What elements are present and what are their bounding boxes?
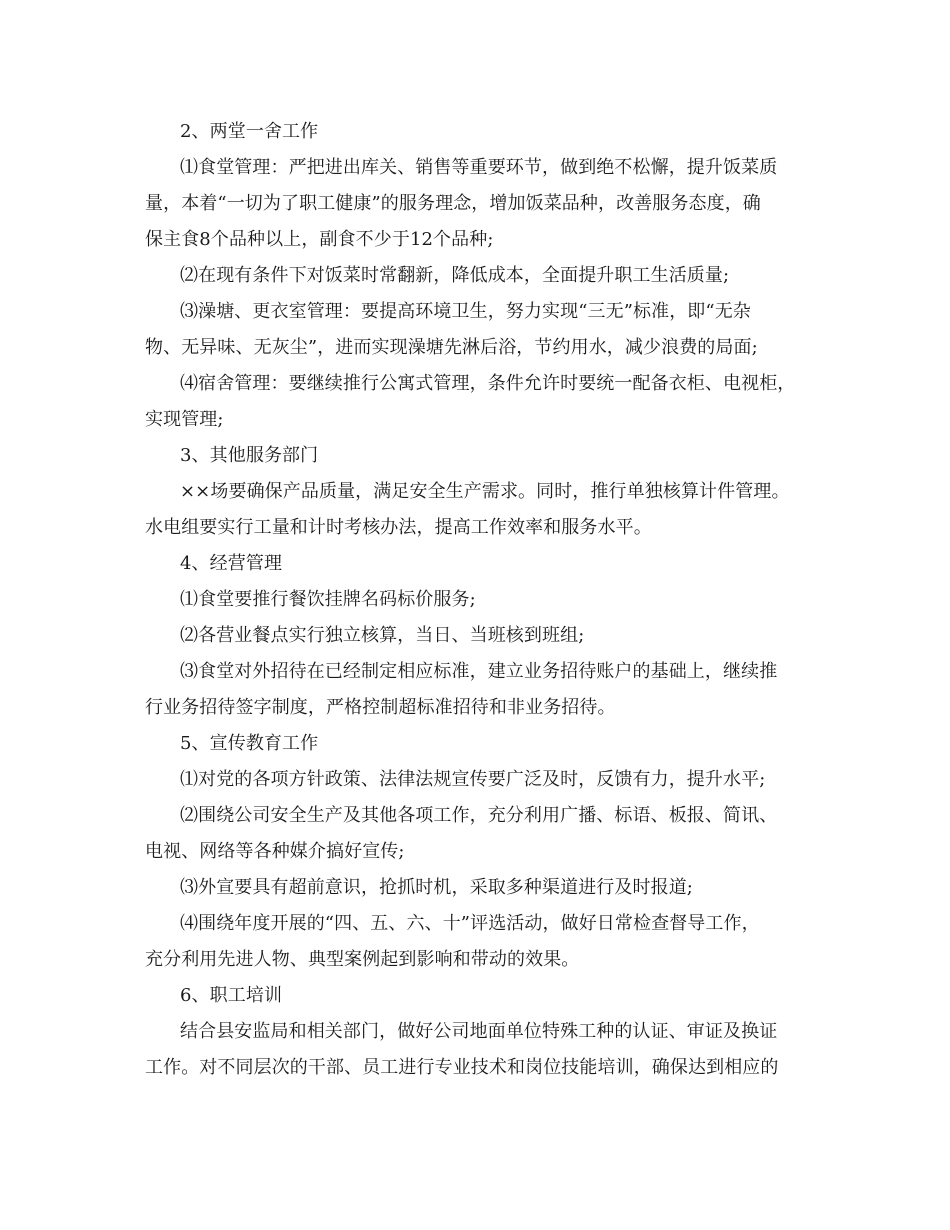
heading-section-5: 5、宣传教育工作 [180,733,319,754]
paragraph-line: ⑷宿舍管理：要继续推行公寓式管理，条件允许时要统一配备衣柜、电视柜， [180,373,796,394]
paragraph-line: ⑴食堂管理：严把进出库关、销售等重要环节，做到绝不松懈，提升饭菜质 [180,157,778,178]
heading-section-2: 2、两堂一舍工作 [180,121,319,142]
heading-section-4: 4、经营管理 [180,553,283,574]
paragraph-line: 电视、网络等各种媒介搞好宣传; [145,841,405,862]
paragraph-line: ××场要确保产品质量，满足安全生产需求。同时，推行单独核算计件管理。 [180,481,790,502]
paragraph-line: 水电组要实行工量和计时考核办法，提高工作效率和服务水平。 [145,517,652,538]
paragraph-line: ⑴对党的各项方针政策、法律法规宣传要广泛及时，反馈有力，提升水平; [180,769,766,790]
paragraph-line: 量，本着“一切为了职工健康”的服务理念，增加饭菜品种，改善服务态度，确 [145,193,761,214]
heading-section-3: 3、其他服务部门 [180,445,319,466]
paragraph-line: ⑴食堂要推行餐饮挂牌名码标价服务; [180,589,476,610]
paragraph-line: 充分利用先进人物、典型案例起到影响和带动的效果。 [145,949,580,970]
paragraph-line: ⑶外宣要具有超前意识，抢抓时机，采取多种渠道进行及时报道; [180,877,693,898]
paragraph-line: 保主食8个品种以上，副食不少于12个品种; [145,229,494,250]
paragraph-line: ⑵在现有条件下对饭菜时常翻新，降低成本，全面提升职工生活质量; [180,265,730,286]
paragraph-line: ⑷围绕年度开展的“四、五、六、十”评选活动，做好日常检查督导工作， [180,913,760,934]
paragraph-line: 实现管理; [145,409,224,430]
paragraph-line: ⑶澡塘、更衣室管理：要提高环境卫生，努力实现“三无”标准，即“无杂 [180,301,751,322]
paragraph-line: 结合县安监局和相关部门，做好公司地面单位特殊工种的认证、审证及换证 [180,1021,778,1042]
paragraph-line: 行业务招待签字制度，严格控制超标准招待和非业务招待。 [145,697,616,718]
paragraph-line: ⑵围绕公司安全生产及其他各项工作，充分利用广播、标语、板报、简讯、 [180,805,778,826]
paragraph-line: ⑵各营业餐点实行独立核算，当日、当班核到班组; [180,625,585,646]
paragraph-line: 工作。对不同层次的干部、员工进行专业技术和岗位技能培训，确保达到相应的 [145,1057,779,1078]
paragraph-line: ⑶食堂对外招待在已经制定相应标准，建立业务招待账户的基础上，继续推 [180,661,778,682]
heading-section-6: 6、职工培训 [180,985,283,1006]
paragraph-line: 物、无异味、无灰尘”，进而实现澡塘先淋后浴，节约用水，减少浪费的局面; [145,337,758,358]
